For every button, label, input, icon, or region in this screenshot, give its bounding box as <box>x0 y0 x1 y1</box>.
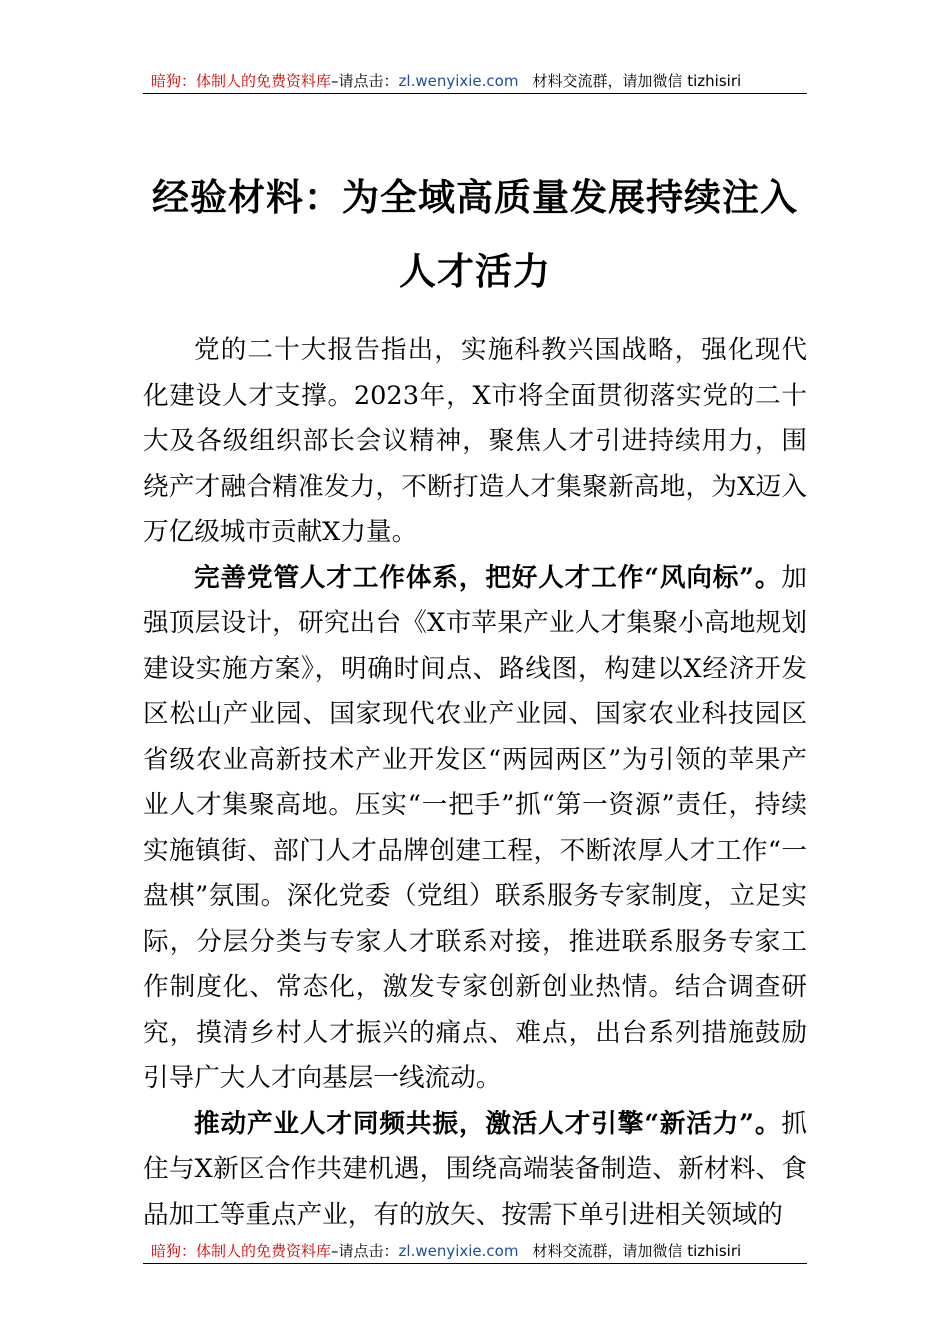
section2-paragraph <box>143 1102 807 1239</box>
footer-site-name: 暗狗：体制人的免费资料库 <box>151 1242 332 1260</box>
section1-body: 加强顶层设计，研究出台《X市苹果产业人才集聚小高地规划建设实施方案》，明确时间点、路线图，构建以X经济开发区松山产业园、国家现代农业产业园、国家农业科技园区省级农业高新技术产业开发区“两园两区”为引领的苹果产业人才集聚高地。压实“一把手”抓“第一资源”责任，持续实施镇街、部门人才品牌创建工程，不断浓厚人才工作“一盘棋”氛围。深化党委（党组）联系服务专家制度，立足实际，分层分类与专家人才联系对接，推进联系服务专家工作制度化、常态化，激发专家创新创业热情。结合调查研究，摸清乡村人才振兴的痛点、难点，出台系列措施鼓励引导广大人才向基层一线流动。 <box>143 562 807 1093</box>
document-body <box>143 328 807 1238</box>
header-group-text: 材料交流群，请加微信 tizhisiri <box>532 72 742 90</box>
footer-click-prompt: –请点击： <box>331 1242 399 1260</box>
section1-heading: 完善党管人才工作体系，把好人才工作“风向标”。 <box>194 562 782 593</box>
header-banner <box>143 70 807 94</box>
header-url-link[interactable]: zl.wenyixie.com <box>398 72 519 90</box>
header-click-prompt: –请点击： <box>331 72 399 90</box>
footer-banner <box>143 1240 807 1264</box>
section2-heading: 推动产业人才同频共振，激活人才引擎“新活力”。 <box>194 1108 782 1139</box>
document-title: 经验材料：为全域高质量发展持续注入人才活力 <box>152 175 798 293</box>
footer-url-link[interactable]: zl.wenyixie.com <box>398 1242 519 1260</box>
header-site-name: 暗狗：体制人的免费资料库 <box>151 72 332 90</box>
section1-paragraph <box>143 556 807 1102</box>
footer-group-text: 材料交流群，请加微信 tizhisiri <box>532 1242 742 1260</box>
intro-paragraph: 党的二十大报告指出，实施科教兴国战略，强化现代化建设人才支撑。2023年，X市将全面贯彻落实党的二十大及各级组织部长会议精神，聚焦人才引进持续用力，围绕产才融合精准发力，不断打造人才集聚新高地，为X迈入万亿级城市贡献X力量。 <box>143 335 807 547</box>
section2-body: 抓住与X新区合作共建机遇，围绕高端装备制造、新材料、食品加工等重点产业，有的放矢、按需下单引进相关领域的 <box>143 1108 807 1230</box>
